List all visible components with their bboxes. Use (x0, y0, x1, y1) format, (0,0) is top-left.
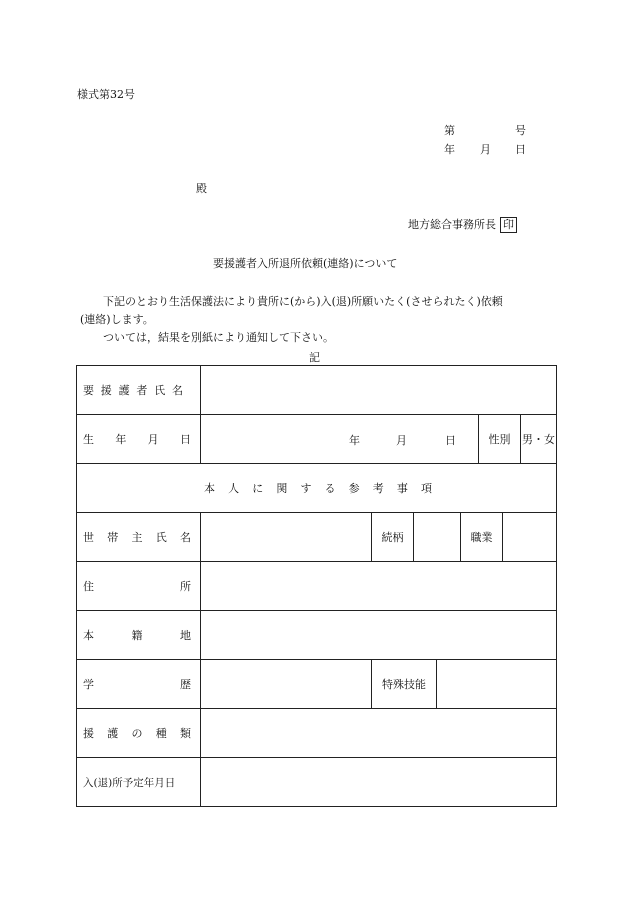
row-applicant-name (77, 366, 557, 415)
char: 援 (100, 384, 112, 397)
field-scheduled-date[interactable] (201, 758, 557, 807)
char: 者 (136, 384, 148, 397)
sender-title: 地方総合事務所長 (408, 218, 496, 231)
date-month-label: 月 (480, 143, 491, 156)
seal-mark: 印 (500, 217, 517, 233)
char: 学 (83, 678, 94, 691)
field-domicile[interactable] (201, 611, 557, 660)
label-education (77, 660, 201, 709)
char: 名 (171, 384, 183, 397)
char: 年 (115, 433, 127, 446)
char: 地 (180, 629, 191, 642)
birth-month-label: 月 (396, 434, 407, 447)
label-birth-date (77, 415, 201, 464)
sex-label: 性別 (479, 415, 521, 463)
relation-label: 続柄 (372, 513, 414, 562)
addressee-suffix: 殿 (196, 182, 207, 195)
body-line-3: ついては，結果を別紙により通知して下さい。 (103, 331, 334, 344)
date-day-label: 日 (515, 143, 526, 156)
char: 本 (83, 629, 94, 642)
sex-cell (479, 415, 557, 464)
date-year-label: 年 (444, 143, 455, 156)
field-address[interactable] (201, 562, 557, 611)
sex-options[interactable]: 男・女 (522, 433, 555, 446)
row-section-header (77, 464, 557, 513)
section-header-reference (77, 464, 557, 513)
char: 住 (83, 580, 94, 593)
field-relation[interactable] (414, 513, 461, 562)
char: 種 (155, 727, 167, 740)
field-assistance-type[interactable] (201, 709, 557, 758)
birth-year-label: 年 (349, 434, 360, 447)
label-assistance-type (77, 709, 201, 758)
char: 主 (131, 531, 143, 544)
char: 帯 (107, 531, 119, 544)
form-number: 様式第32号 (77, 88, 135, 101)
field-birth-date[interactable] (201, 415, 479, 464)
applicant-form-table (76, 365, 557, 807)
char: す (300, 482, 312, 495)
char: 要 (83, 384, 94, 397)
char: 氏 (154, 384, 166, 397)
char: 所 (180, 580, 191, 593)
label-scheduled-date: 入(退)所予定年月日 (77, 758, 201, 807)
doc-number-prefix: 第 (444, 124, 455, 137)
field-special-skill[interactable] (437, 660, 557, 709)
field-household-head[interactable] (201, 513, 372, 562)
char: 事 (396, 482, 408, 495)
char: 世 (83, 531, 94, 544)
char: に (252, 482, 264, 495)
char: 援 (83, 727, 94, 740)
row-scheduled-date (77, 758, 557, 807)
char: 月 (147, 433, 159, 446)
char: 参 (348, 482, 360, 495)
label-household-head (77, 513, 201, 562)
sender-line (408, 216, 517, 233)
char: 籍 (131, 629, 143, 642)
char: 護 (107, 727, 119, 740)
char: 考 (372, 482, 384, 495)
row-household-head (77, 513, 557, 562)
body-line-1: 下記のとおり生活保護法により貴所に(から)入(退)所願いたく(させられたく)依頼 (103, 295, 503, 308)
field-applicant-name[interactable] (201, 366, 557, 415)
char: 歴 (180, 678, 191, 691)
char: 本 (204, 482, 215, 495)
body-line-2: (連絡)します。 (80, 313, 154, 326)
label-address (77, 562, 201, 611)
field-education[interactable] (201, 660, 372, 709)
label-domicile (77, 611, 201, 660)
doc-number-suffix: 号 (515, 124, 526, 137)
birth-day-label: 日 (445, 434, 456, 447)
char: 項 (420, 482, 432, 495)
char: の (131, 727, 143, 740)
special-skill-label: 特殊技能 (372, 660, 437, 709)
field-occupation[interactable] (503, 513, 557, 562)
row-education (77, 660, 557, 709)
char: 護 (118, 384, 130, 397)
char: る (324, 482, 336, 495)
row-assistance-type (77, 709, 557, 758)
char: 類 (180, 727, 191, 740)
char: 生 (83, 433, 94, 446)
label-applicant-name (77, 366, 201, 415)
char: 氏 (155, 531, 167, 544)
char: 名 (180, 531, 191, 544)
row-domicile (77, 611, 557, 660)
row-address (77, 562, 557, 611)
char: 関 (276, 482, 288, 495)
ki-marker: 記 (309, 351, 320, 364)
document-title: 要援護者入所退所依頼(連絡)について (213, 257, 398, 270)
row-birth-date (77, 415, 557, 464)
char: 人 (228, 482, 240, 495)
occupation-label: 職業 (461, 513, 503, 562)
char: 日 (179, 433, 191, 446)
